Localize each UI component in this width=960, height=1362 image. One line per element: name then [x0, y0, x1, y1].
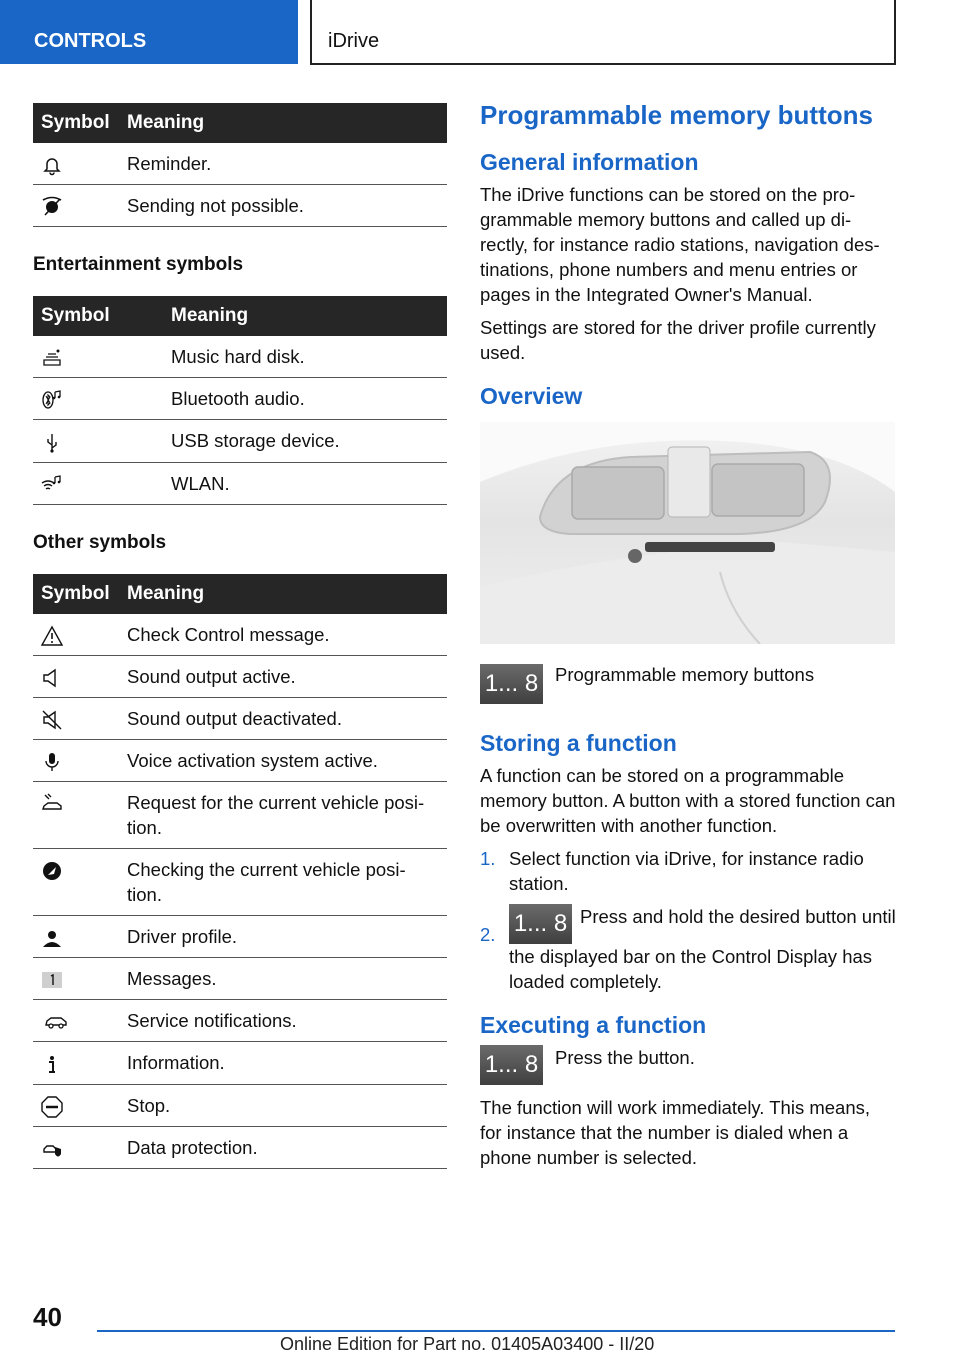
meaning-cell: Request for the current vehicle posi‐tion.	[119, 782, 447, 849]
speaker-off-icon	[41, 709, 63, 731]
col-header-symbol: Symbol	[33, 574, 119, 614]
meaning-cell: Driver profile.	[119, 916, 447, 958]
col-header-meaning: Meaning	[119, 574, 447, 614]
bluetooth-audio-icon	[41, 389, 63, 411]
chapter-tab	[310, 0, 896, 65]
meaning-cell: Checking the current vehicle posi‐tion.	[119, 849, 447, 916]
table-row	[33, 1042, 447, 1084]
table-row	[33, 614, 447, 656]
right-column	[480, 100, 896, 1178]
meaning-cell: Information.	[119, 1042, 447, 1084]
table-row	[33, 1000, 447, 1042]
bell-icon	[41, 154, 63, 176]
storing-steps	[480, 846, 896, 994]
meaning-cell: Reminder.	[119, 143, 447, 185]
table-row	[33, 336, 447, 378]
other-heading: Other symbols	[33, 531, 167, 553]
overview-figure	[480, 422, 895, 644]
table-row	[33, 916, 447, 958]
general-heading: General information	[480, 149, 699, 175]
meaning-cell: Stop.	[119, 1084, 447, 1126]
table-row	[33, 655, 447, 697]
vehicle-position-request-icon	[41, 793, 63, 815]
footer-edition: Online Edition for Part no. 01405A03400 - II/20	[280, 1334, 655, 1354]
general-paragraph-1: The iDrive functions can be stored on the pro‐grammable memory buttons and called up di‐rectly, for instance radio stations, navigation des‐tinations, phone numbers and menu entries or pages in the Integrated Owner's Manual.	[480, 184, 880, 305]
speaker-icon	[41, 667, 63, 689]
storing-paragraph: A function can be stored on a programmable memory button. A button with a stored function can be overwritten with another function.	[480, 765, 896, 836]
meaning-cell: Check Control message.	[119, 614, 447, 656]
col-header-meaning: Meaning	[163, 296, 447, 336]
figure-caption: Programmable memory buttons	[555, 664, 815, 685]
step-number: 1.	[480, 848, 496, 869]
table-row	[33, 185, 447, 227]
table-row	[33, 739, 447, 781]
vehicle-position-check-icon	[41, 860, 63, 882]
executing-paragraph: Press the button.	[555, 1047, 695, 1068]
table-row	[33, 420, 447, 462]
memory-button-key-icon: 1... 8	[509, 904, 572, 944]
storing-heading: Storing a function	[480, 730, 677, 756]
section-tab	[0, 0, 298, 64]
table-row	[33, 462, 447, 504]
general-paragraph-2: Settings are stored for the driver profile currently used.	[480, 317, 876, 363]
memory-button-key-icon: 1... 8	[480, 1045, 543, 1085]
sending-not-possible-icon	[41, 196, 63, 218]
meaning-cell: Service notifications.	[119, 1000, 447, 1042]
memory-button-key-icon: 1... 8	[480, 664, 543, 704]
executing-heading: Executing a function	[480, 1012, 707, 1038]
driver-profile-icon	[41, 927, 63, 949]
table-row	[33, 1084, 447, 1126]
meaning-cell: USB storage device.	[163, 420, 447, 462]
left-column	[33, 103, 447, 1169]
meaning-cell: Sound output active.	[119, 655, 447, 697]
step-text: Select function via iDrive, for instance radio station.	[509, 848, 864, 894]
col-header-symbol: Symbol	[33, 296, 163, 336]
car-service-icon	[41, 1011, 71, 1033]
chapter-title: iDrive	[328, 30, 380, 52]
overview-heading: Overview	[480, 383, 583, 409]
stop-icon	[41, 1096, 63, 1118]
meaning-cell: Music hard disk.	[163, 336, 447, 378]
page-title: Programmable memory buttons	[480, 100, 873, 130]
microphone-icon	[41, 751, 63, 773]
section-title: CONTROLS	[34, 30, 147, 52]
final-paragraph: The function will work immediately. This means, for instance that the number is dialed when a phone number is selected.	[480, 1097, 871, 1168]
symbol-table-general	[33, 103, 447, 227]
warning-triangle-icon	[41, 625, 63, 647]
table-row	[33, 849, 447, 916]
table-row	[33, 782, 447, 849]
table-row	[33, 143, 447, 185]
wlan-icon	[41, 474, 63, 496]
music-hard-disk-icon	[41, 347, 63, 369]
meaning-cell: Bluetooth audio.	[163, 378, 447, 420]
meaning-cell: Voice activation system active.	[119, 739, 447, 781]
list-item	[480, 904, 896, 994]
footer-divider	[97, 1330, 895, 1332]
step-number: 2.	[480, 924, 496, 945]
meaning-cell: Data protection.	[119, 1126, 447, 1168]
entertainment-heading: Entertainment symbols	[33, 254, 244, 276]
symbol-table-entertainment	[33, 296, 447, 504]
col-header-meaning: Meaning	[119, 103, 447, 143]
page-number: 40	[33, 1302, 62, 1332]
table-row	[33, 697, 447, 739]
dashboard-illustration	[480, 422, 895, 644]
meaning-cell: Sending not possible.	[119, 185, 447, 227]
table-row	[33, 378, 447, 420]
meaning-cell: Sound output deactivated.	[119, 697, 447, 739]
col-header-symbol: Symbol	[33, 103, 119, 143]
usb-icon	[41, 432, 63, 454]
step-text: Press and hold the desired button until the displayed bar on the Control Display has loaded completely.	[509, 906, 896, 992]
executing-row	[480, 1045, 896, 1085]
data-protection-icon	[41, 1138, 63, 1160]
symbol-table-other	[33, 574, 447, 1169]
table-row	[33, 1126, 447, 1168]
messages-icon	[41, 969, 63, 991]
list-item	[480, 846, 896, 896]
figure-caption-row	[480, 664, 896, 704]
table-row	[33, 958, 447, 1000]
meaning-cell: WLAN.	[163, 462, 447, 504]
meaning-cell: Messages.	[119, 958, 447, 1000]
info-icon	[41, 1054, 63, 1076]
